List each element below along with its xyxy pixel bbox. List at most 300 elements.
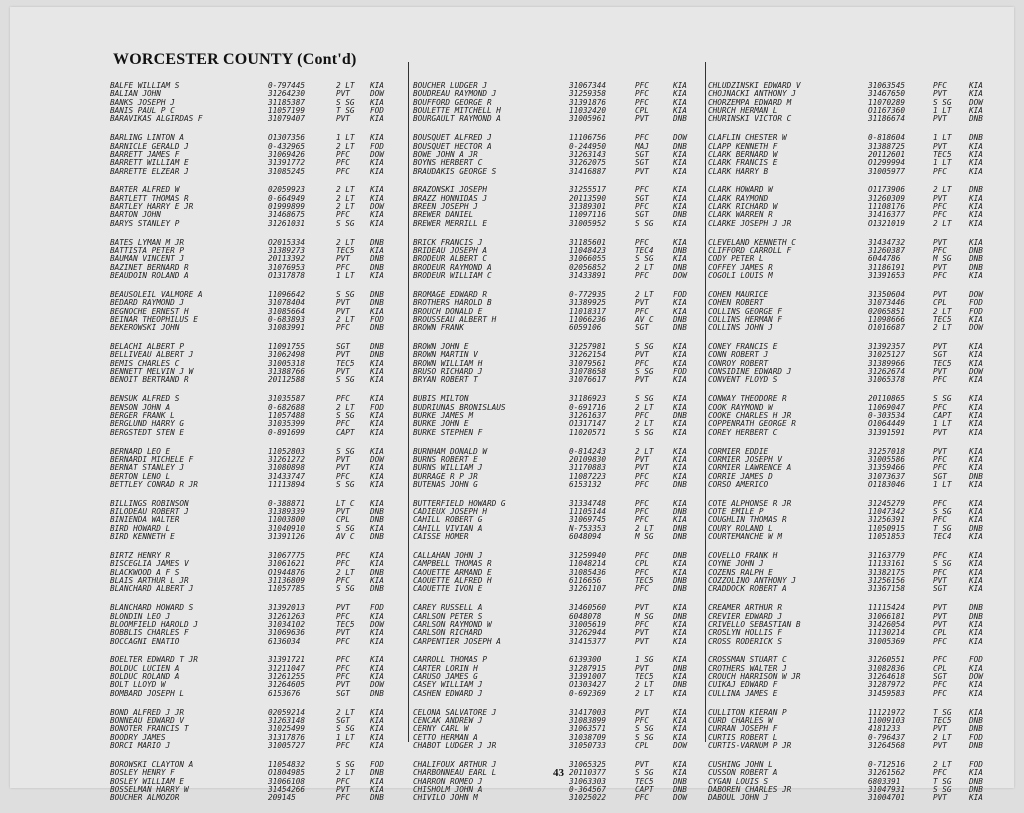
entry-status: DNB — [673, 681, 687, 690]
roster-entry — [110, 368, 402, 376]
entry-grade: 2 LT — [336, 142, 355, 151]
entry-grade: 2 LT — [336, 568, 355, 577]
entry-grade: 1 LT — [336, 134, 355, 143]
entry-serial-number: 31005961 — [569, 115, 607, 124]
entry-serial-number: 31264605 — [268, 681, 306, 690]
roster-entry — [708, 151, 1004, 159]
entry-serial-number: 31069745 — [569, 516, 607, 525]
entry-serial-number: 31076953 — [268, 263, 306, 272]
entry-grade: T SG — [933, 708, 952, 717]
entry-grade: TEC5 — [336, 359, 355, 368]
entry-grade: SGT — [933, 585, 947, 594]
entry-name: BOYNS HERBERT C — [413, 159, 483, 168]
entry-status: KIA — [370, 733, 384, 742]
roster-entry — [413, 725, 703, 733]
entry-name: BOUSQUET ALFRED J — [413, 134, 492, 143]
entry-serial-number: 31069426 — [268, 150, 306, 159]
entry-serial-number: 31067775 — [268, 551, 306, 560]
entry-grade: PVT — [336, 464, 350, 473]
entry-grade: PVT — [635, 376, 649, 385]
entry-status: KIA — [673, 447, 687, 456]
entry-serial-number: 0-692369 — [569, 689, 607, 698]
entry-grade: PFC — [336, 656, 350, 665]
roster-entry — [413, 533, 703, 541]
entry-name: BEAUSOLEIL VALMORE A — [110, 290, 203, 299]
roster-entry — [708, 186, 1004, 194]
entry-status: KIA — [969, 499, 983, 508]
entry-group — [413, 291, 703, 333]
entry-serial-number: 31388766 — [268, 368, 306, 377]
entry-status: KIA — [969, 420, 983, 429]
roster-entry — [413, 159, 703, 167]
entry-serial-number: 20113590 — [569, 194, 607, 203]
entry-grade: PFC — [635, 508, 649, 517]
entry-grade: CAPT — [635, 785, 654, 794]
roster-entry — [708, 585, 1004, 593]
entry-serial-number: 02056852 — [569, 263, 607, 272]
entry-status: KIA — [370, 376, 384, 385]
entry-grade: PVT — [635, 455, 649, 464]
roster-entry — [110, 613, 402, 621]
entry-grade: CAPT — [933, 412, 952, 420]
entry-status: KIA — [370, 159, 384, 168]
entry-name: BRICK FRANCIS J — [413, 238, 483, 247]
roster-entry — [413, 343, 703, 351]
entry-name: BOND ALFRED J JR — [110, 708, 185, 717]
entry-name: CADIEUX JOSEPH H — [413, 508, 488, 517]
entry-serial-number: 31076617 — [569, 376, 607, 385]
entry-grade: PVT — [635, 464, 649, 473]
entry-status: DNB — [969, 604, 983, 613]
entry-status: KIA — [370, 211, 384, 220]
roster-entry — [413, 412, 703, 420]
entry-name: BIRD KENNETH E — [110, 533, 175, 542]
entry-serial-number: 31261263 — [268, 612, 306, 621]
entry-status: KIA — [673, 733, 687, 742]
entry-name: CARROLL THOMAS P — [413, 656, 488, 665]
entry-grade: CPL — [933, 299, 947, 308]
entry-name: BARRETT WILLIAM E — [110, 159, 189, 168]
entry-serial-number: 31034102 — [268, 620, 306, 629]
entry-name: COZZOLINO ANTHONY J — [708, 577, 796, 585]
roster-entry — [413, 255, 703, 263]
entry-serial-number: 31434732 — [868, 238, 906, 247]
entry-serial-number: 31257981 — [569, 343, 607, 352]
entry-name: BUTENAS JOHN G — [413, 480, 478, 489]
roster-entry — [708, 673, 1004, 681]
entry-status: KIA — [370, 272, 384, 281]
roster-entry — [110, 168, 402, 176]
entry-grade: PFC — [635, 134, 649, 143]
roster-entry — [708, 316, 1004, 324]
roster-entry — [708, 99, 1004, 107]
entry-serial-number: 31186674 — [868, 115, 906, 124]
entry-status: KIA — [673, 769, 687, 778]
entry-grade: PVT — [336, 351, 350, 360]
entry-status: KIA — [370, 612, 384, 621]
entry-serial-number: 31263143 — [569, 150, 607, 159]
entry-grade: PFC — [933, 656, 947, 665]
entry-status: KIA — [969, 194, 983, 203]
roster-entry — [110, 107, 402, 115]
entry-status: DOW — [370, 90, 384, 99]
entry-status: KIA — [370, 82, 384, 90]
entry-grade: CPL — [635, 742, 649, 750]
entry-name: BEAUDOIN ROLAND A — [110, 272, 189, 281]
entry-name: BRAZONSKI JOSEPH — [413, 186, 488, 195]
entry-serial-number: 31359466 — [868, 464, 906, 473]
entry-grade: 1 LT — [933, 107, 952, 116]
entry-status: DNB — [673, 533, 687, 542]
entry-group — [413, 500, 703, 542]
roster-entry — [708, 195, 1004, 203]
roster-entry — [708, 794, 1004, 802]
entry-serial-number: 11057199 — [268, 107, 306, 116]
entry-grade: PFC — [635, 620, 649, 629]
entry-status: KIA — [370, 428, 384, 437]
roster-entry — [110, 195, 402, 203]
roster-entry — [708, 272, 1004, 280]
entry-name: BENSON JOHN A — [110, 403, 171, 412]
entry-status: DNB — [370, 299, 384, 308]
roster-entry — [110, 742, 402, 750]
entry-name: CLARK WARREN R — [708, 211, 773, 220]
entry-grade: PFC — [635, 551, 649, 560]
entry-grade: PFC — [336, 551, 350, 560]
entry-name: BILLINGS ROBINSON — [110, 499, 189, 508]
entry-name: CROSSMAN STUART C — [708, 656, 787, 665]
entry-serial-number: 31264618 — [868, 673, 906, 682]
entry-status: KIA — [673, 395, 687, 404]
entry-serial-number: 11048214 — [569, 560, 607, 569]
entry-serial-number: 31066055 — [569, 255, 607, 264]
entry-grade: PFC — [336, 395, 350, 404]
entry-status: KIA — [370, 307, 384, 316]
entry-serial-number: 11087223 — [569, 472, 607, 481]
entry-serial-number: 31035587 — [268, 395, 306, 404]
entry-name: BENSUK ALFRED S — [110, 395, 180, 404]
entry-status: KIA — [969, 428, 983, 437]
entry-status: FOD — [370, 403, 384, 412]
entry-group — [708, 239, 1004, 281]
entry-status: DNB — [370, 769, 384, 778]
entry-name: CREVIER EDWARD J — [708, 612, 783, 621]
entry-name: BURNHAM DONALD W — [413, 447, 488, 456]
entry-status: KIA — [969, 689, 983, 698]
entry-grade: PFC — [336, 167, 350, 176]
entry-grade: PFC — [336, 577, 350, 585]
entry-serial-number: 31085664 — [268, 307, 306, 316]
entry-status: KIA — [969, 516, 983, 525]
entry-serial-number: O2015334 — [268, 238, 306, 247]
entry-serial-number: 31005952 — [569, 219, 607, 228]
entry-serial-number: 0-891699 — [268, 428, 306, 437]
entry-grade: S SG — [336, 725, 355, 734]
entry-serial-number: 11047342 — [868, 508, 906, 517]
entry-grade: 2 LT — [336, 403, 355, 412]
entry-name: BOUDREAU RAYMOND J — [413, 90, 497, 99]
entry-status: KIA — [969, 315, 983, 324]
entry-name: COOK RAYMOND W — [708, 403, 773, 412]
entry-serial-number: O1016687 — [868, 324, 906, 333]
roster-entry — [413, 604, 703, 612]
roster-entry — [413, 742, 703, 750]
entry-status: KIA — [370, 464, 384, 473]
entry-status: KIA — [673, 708, 687, 717]
entry-name: BROUCH DONALD E — [413, 307, 483, 316]
roster-entry — [708, 134, 1004, 142]
roster-entry — [413, 151, 703, 159]
roster-entry — [413, 665, 703, 673]
roster-entry — [708, 481, 1004, 489]
entry-group — [708, 761, 1004, 803]
roster-entry — [110, 255, 402, 263]
roster-entry — [110, 220, 402, 228]
entry-grade: S SG — [336, 585, 355, 594]
entry-status: KIA — [969, 343, 983, 352]
entry-grade: 2 LT — [933, 733, 952, 742]
entry-grade: PVT — [635, 664, 649, 673]
entry-grade: 1 LT — [933, 134, 952, 143]
entry-group — [110, 709, 402, 751]
entry-name: BURNS ROBERT E — [413, 455, 478, 464]
entry-status: KIA — [969, 568, 983, 577]
entry-group — [110, 552, 402, 594]
entry-serial-number: 11054832 — [268, 760, 306, 769]
entry-name: BROWN FRANK — [413, 324, 464, 333]
entry-grade: S SG — [336, 524, 355, 533]
entry-group — [413, 134, 703, 176]
roster-entry — [413, 560, 703, 568]
entry-status: KIA — [370, 194, 384, 203]
roster-column-2 — [413, 82, 703, 813]
entry-status: KIA — [673, 472, 687, 481]
entry-grade: PFC — [635, 499, 649, 508]
entry-grade: PVT — [933, 115, 947, 124]
entry-grade: PFC — [635, 794, 649, 803]
entry-grade: PFC — [933, 464, 947, 473]
entry-status: KIA — [673, 403, 687, 412]
entry-grade: 2 LT — [635, 447, 654, 456]
entry-serial-number: 31025499 — [268, 725, 306, 734]
entry-name: CLARK RAYMOND — [708, 194, 769, 203]
entry-name: BALFE WILLIAM S — [110, 82, 180, 90]
entry-status: KIA — [370, 716, 384, 725]
entry-name: CALLAHAN JOHN J — [413, 551, 483, 560]
entry-serial-number: 31433747 — [268, 472, 306, 481]
entry-grade: TEC5 — [336, 620, 355, 629]
entry-group — [110, 239, 402, 281]
entry-status: KIA — [673, 186, 687, 195]
entry-serial-number: 31082836 — [868, 664, 906, 673]
entry-grade: PFC — [933, 247, 947, 255]
entry-name: COHEN ROBERT — [708, 299, 764, 308]
entry-status: DOW — [969, 368, 983, 377]
entry-grade: 2 LT — [933, 219, 952, 228]
roster-entry — [110, 552, 402, 560]
entry-name: BROWN MARTIN V — [413, 351, 478, 360]
entry-name: CASHEN EDWARD J — [413, 689, 483, 698]
entry-status: KIA — [673, 107, 687, 116]
entry-serial-number: 31392013 — [268, 604, 306, 613]
entry-grade: 2 LT — [635, 290, 654, 299]
entry-name: BELLIVEAU ALBERT J — [110, 351, 194, 360]
roster-entry — [413, 621, 703, 629]
entry-status: KIA — [969, 620, 983, 629]
roster-entry — [708, 552, 1004, 560]
roster-entry — [708, 90, 1004, 98]
entry-status: DNB — [673, 263, 687, 272]
entry-grade: PVT — [933, 742, 947, 750]
roster-entry — [413, 264, 703, 272]
roster-entry — [708, 360, 1004, 368]
entry-grade: PFC — [933, 499, 947, 508]
entry-grade: PFC — [635, 359, 649, 368]
entry-grade: PVT — [336, 255, 350, 264]
entry-status: KIA — [969, 167, 983, 176]
entry-status: DOW — [370, 681, 384, 690]
entry-name: COLLINS JOHN J — [708, 324, 773, 333]
entry-group — [110, 448, 402, 490]
entry-status: KIA — [673, 90, 687, 99]
entry-serial-number: 11113894 — [268, 480, 306, 489]
entry-status: DNB — [673, 785, 687, 794]
entry-grade: PVT — [336, 299, 350, 308]
entry-status: KIA — [969, 664, 983, 673]
entry-status: DOW — [673, 134, 687, 143]
entry-name: BONNEAU EDWARD V — [110, 716, 185, 725]
roster-entry — [413, 90, 703, 98]
roster-entry — [708, 621, 1004, 629]
roster-entry — [708, 308, 1004, 316]
roster-entry — [110, 90, 402, 98]
roster-entry — [708, 778, 1004, 786]
entry-serial-number: 31334748 — [569, 499, 607, 508]
roster-entry — [708, 291, 1004, 299]
entry-name: CLAPP KENNETH F — [708, 142, 778, 151]
entry-status: DOW — [673, 794, 687, 803]
entry-status: KIA — [673, 98, 687, 107]
page-number: 43 — [553, 767, 564, 779]
roster-entry — [413, 473, 703, 481]
entry-status: KIA — [673, 194, 687, 203]
entry-status: KIA — [370, 368, 384, 377]
roster-entry — [110, 481, 402, 489]
entry-serial-number: 31260551 — [868, 656, 906, 665]
roster-entry — [413, 500, 703, 508]
entry-name: CAHILL ROBERT G — [413, 516, 483, 525]
entry-group — [708, 291, 1004, 333]
entry-status: KIA — [370, 447, 384, 456]
entry-status: DNB — [969, 524, 983, 533]
entry-name: BEDARD RAYMOND J — [110, 299, 185, 308]
entry-name: BURKE STEPHEN F — [413, 428, 483, 437]
roster-entry — [110, 569, 402, 577]
column-divider — [705, 62, 706, 742]
roster-entry — [110, 585, 402, 593]
entry-group — [708, 448, 1004, 490]
entry-name: BOCCAGNI ENATIO — [110, 637, 180, 646]
entry-serial-number: 0-388871 — [268, 499, 306, 508]
entry-name: COVELLO FRANK H — [708, 551, 778, 560]
entry-group — [708, 82, 1004, 124]
entry-name: BONOTER FRANCIS T — [110, 725, 189, 734]
entry-status: FOD — [370, 142, 384, 151]
entry-name: CUSSON ROBERT A — [708, 769, 778, 778]
entry-grade: S SG — [635, 428, 654, 437]
roster-entry — [110, 143, 402, 151]
entry-name: BOROWSKI CLAYTON A — [110, 760, 194, 769]
entry-name: BRAZZ HONNIDAS J — [413, 194, 488, 203]
entry-name: BRYAN ROBERT T — [413, 376, 478, 385]
entry-serial-number: 6139300 — [569, 656, 602, 665]
entry-serial-number: 4181233 — [868, 725, 901, 734]
entry-name: BOUFFORD GEORGE R — [413, 98, 492, 107]
entry-serial-number: 31061621 — [268, 560, 306, 569]
roster-entry — [413, 368, 703, 376]
entry-name: CLIFFORD CARROLL F — [708, 247, 792, 255]
entry-grade: AV C — [336, 533, 355, 542]
entry-name: CAOUETTE ARMAND E — [413, 568, 492, 577]
entry-status: KIA — [673, 560, 687, 569]
entry-grade: PVT — [336, 307, 350, 316]
entry-serial-number: 31391772 — [268, 159, 306, 168]
entry-grade: PFC — [933, 403, 947, 412]
entry-serial-number: 20113392 — [268, 255, 306, 264]
entry-grade: 1 LT — [933, 420, 952, 429]
entry-name: BOMBARD JOSEPH L — [110, 689, 185, 698]
entry-name: CHOJNACKI ANTHONY J — [708, 90, 796, 99]
entry-status: KIA — [673, 455, 687, 464]
entry-serial-number: 31079561 — [569, 359, 607, 368]
entry-serial-number: 02059923 — [268, 186, 306, 195]
entry-grade: TEC5 — [933, 716, 952, 725]
entry-name: CURTIS-VARNUM P JR — [708, 742, 792, 750]
entry-grade: PVT — [635, 167, 649, 176]
entry-status: DNB — [673, 480, 687, 489]
entry-serial-number: 31261637 — [569, 412, 607, 420]
entry-status: KIA — [370, 219, 384, 228]
entry-name: CLARKE JOSEPH J JR — [708, 219, 792, 228]
entry-grade: CPL — [933, 664, 947, 673]
roster-entry — [708, 629, 1004, 637]
roster-entry — [708, 159, 1004, 167]
roster-entry — [413, 168, 703, 176]
roster-entry — [708, 211, 1004, 219]
entry-name: BOLDUC LUCIEN A — [110, 664, 180, 673]
entry-grade: SGT — [635, 150, 649, 159]
entry-serial-number: 31259358 — [569, 90, 607, 99]
entry-grade: PFC — [933, 376, 947, 385]
entry-serial-number: 31245279 — [868, 499, 906, 508]
roster-entry — [708, 464, 1004, 472]
entry-serial-number: 6048094 — [569, 533, 602, 542]
entry-serial-number: 31426054 — [868, 620, 906, 629]
roster-entry — [110, 99, 402, 107]
entry-name: CLARK RICHARD W — [708, 203, 778, 212]
entry-status: DNB — [969, 247, 983, 255]
roster-entry — [413, 734, 703, 742]
entry-name: BETTLEY CONRAD R JR — [110, 480, 198, 489]
entry-grade: 2 LT — [933, 760, 952, 769]
roster-entry — [413, 195, 703, 203]
entry-serial-number: 31062498 — [268, 351, 306, 360]
entry-grade: PFC — [635, 568, 649, 577]
entry-serial-number: 0-364567 — [569, 785, 607, 794]
entry-status: KIA — [969, 90, 983, 99]
entry-group — [708, 500, 1004, 542]
entry-grade: 2 LT — [336, 708, 355, 717]
